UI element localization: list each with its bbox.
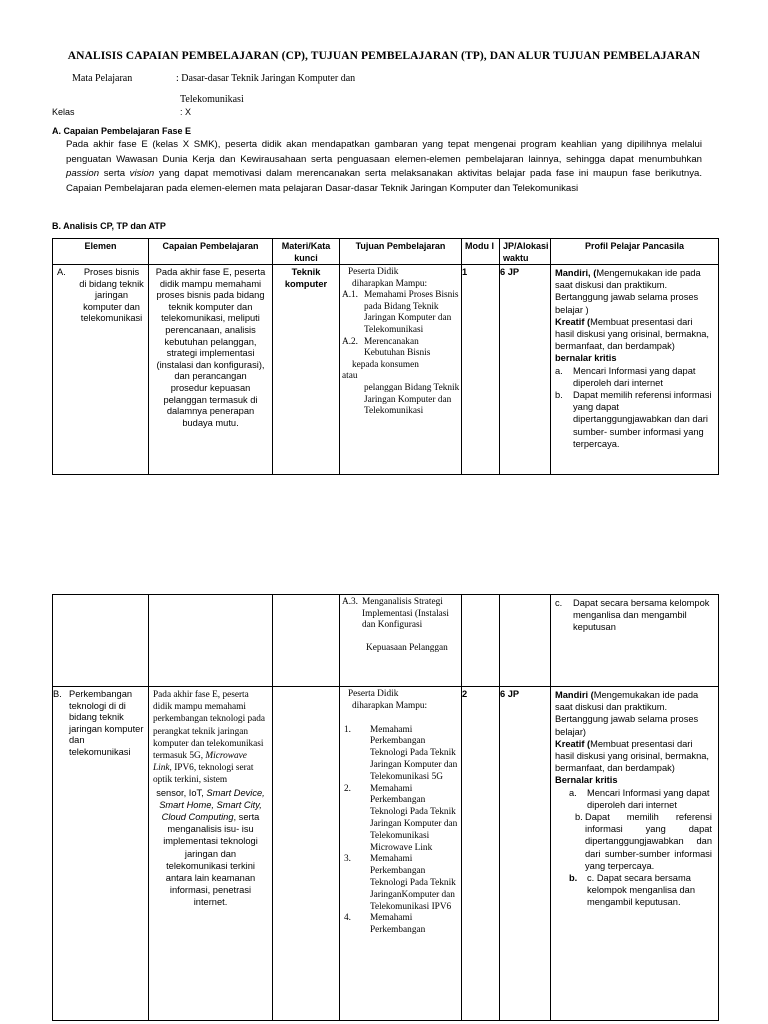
subject-value-line1: : Dasar-dasar Teknik Jaringan Komputer dan	[176, 73, 356, 84]
tp-num: A.2.	[342, 336, 359, 347]
tp-a3-text-b: Kepuasaan Pelanggan	[366, 642, 448, 653]
modul-cell: 2	[462, 687, 500, 1021]
tp-num: A.3.	[342, 597, 359, 607]
profil-b-text: Dapat memilih referensi informasi yang dapat dipertanggungjawabkan dan dari sumber- sumber informasi yang terpercaya.	[573, 390, 712, 449]
table-row	[53, 595, 719, 687]
tp-num: 2.	[344, 783, 351, 794]
tp-intro-2: diharapkan Mampu:	[352, 278, 428, 289]
profil-a-text: Mencari Informasi yang dapat diperoleh dari internet	[587, 787, 710, 810]
profil-cell	[551, 265, 719, 475]
tp-item-text: Memahami Perkembangan Teknologi Pada Teknik Jaringan Komputer dan Telekomunikasi 5G	[370, 724, 458, 782]
mandiri-text: Mengemukakan ide pada saat diskusi dan praktikum. Bertanggung jawab selama proses belajar )	[555, 268, 701, 315]
empty-cell	[500, 595, 551, 687]
profil-num: a.	[555, 365, 563, 376]
modul-cell: 1	[462, 265, 500, 475]
tp-a3-text: Menganalisis Strategi Implementasi (Instalasi dan Konfigurasi	[362, 597, 450, 631]
profil-a-text: Mencari Informasi yang dapat diperoleh dari internet	[573, 365, 696, 388]
empty-cell	[149, 595, 273, 687]
bernalar-label: Bernalar kritis	[555, 775, 618, 786]
subject-value-line2: Telekomunikasi	[180, 94, 244, 105]
cp-text-3: sensor, IoT,	[156, 787, 204, 798]
elemen-number: B.	[53, 689, 62, 699]
tp-a2-text-c: atau	[342, 371, 358, 382]
tp-num: A.1.	[342, 290, 359, 301]
jp-cell: 6 JP	[500, 687, 551, 1021]
tp-a2-text-b: kepada konsumen	[352, 359, 419, 370]
tp-intro-2: diharapkan Mampu:	[352, 700, 428, 711]
cp-text-1: Pada akhir fase E, peserta didik mampu memahami perkembangan teknologi pada perangkat teknik jaringan komputer dan telekomunikasi termasuk 5G,	[153, 690, 266, 762]
profil-b-text: Dapat memilih referensi informasi yang dapat dipertanggungjawabkan dan dari sumber-sumber informasi yang terpercaya.	[585, 812, 712, 871]
tp-intro: Peserta Didik	[348, 267, 399, 277]
materi-cell: Teknik komputer	[273, 265, 340, 475]
subject-label: Mata Pelajaran	[72, 73, 133, 84]
mandiri-label: Mandiri (	[555, 690, 594, 700]
profil-cell	[551, 687, 719, 1021]
materi-cell	[273, 687, 340, 1021]
tp-intro: Peserta Didik	[348, 689, 399, 699]
empty-cell	[273, 595, 340, 687]
kreatif-text: Membuat presentasi dari hasil diskusi yang orisinal, bermakna, bermanfaat, dan berdampak)	[555, 738, 709, 774]
header-jp: JP/Alokasi waktu	[500, 239, 551, 265]
section-b-heading: B. Analisis CP, TP dan ATP	[52, 221, 166, 231]
header-capaian: Capaian Pembelajaran	[149, 239, 273, 265]
cp-text-2: IPV6, teknologi serat optik terkini, sistem	[153, 763, 254, 786]
analysis-table-part2	[52, 594, 719, 1021]
cp-text-4: , serta menganalisis isu- isu implementasi teknologi jaringan dan telekomunikasi terkini antara lain keamanan informasi, penetrasi internet.	[163, 812, 260, 908]
tp-a2-text: Merencanakan Kebutuhan Bisnis	[364, 336, 431, 359]
mandiri-text: Mengemukakan ide pada saat diskusi dan praktikum. Bertanggung jawab selama proses belajar)	[555, 690, 699, 737]
jp-cell: 6 JP	[500, 265, 551, 475]
cp-cell	[149, 687, 273, 1021]
cp-text-smart: Smart Device, Smart Home, Smart City, Cloud Computing	[159, 787, 265, 823]
analysis-table-part1	[52, 238, 719, 475]
tp-num: 4.	[344, 913, 351, 924]
bernalar-label: bernalar kritis	[555, 353, 617, 364]
tp-a1-text: Memahami Proses Bisnis pada Bidang Teknik Jaringan Komputer dan Telekomunikasi	[364, 290, 459, 335]
header-elemen: Elemen	[53, 239, 149, 265]
kreatif-label: Kreatif (	[555, 316, 591, 327]
cp-cell: Pada akhir fase E, peserta didik mampu memahami proses bisnis pada bidang teknik komputer dan telekomunikasi, meliputi perencanaan, analisis kebutuhan pelanggan, strategi implementasi (instalasi dan konfigurasi), dan perancangan prosedur kepuasan pelanggan termasuk di dalamnya penerapan budaya mutu.	[149, 265, 273, 475]
kreatif-text: Membuat presentasi dari hasil diskusi yang orisinal, bermakna, bermanfaat, dan berdampak)	[555, 316, 709, 352]
profil-num: c.	[555, 598, 563, 608]
tp-cell	[340, 265, 462, 475]
tp-cell	[340, 687, 462, 1021]
empty-cell	[53, 595, 149, 687]
profil-num: b.	[575, 812, 583, 823]
empty-cell	[462, 595, 500, 687]
table-row	[53, 265, 719, 475]
cp-text-mw: Microwave Link,	[153, 751, 247, 774]
table-row	[53, 687, 719, 1021]
elemen-number: A.	[57, 267, 66, 277]
profil-cell	[551, 595, 719, 687]
tp-a2-text-d: pelanggan Bidang Teknik Jaringan Komputer dan Telekomunikasi	[364, 382, 460, 417]
tp-item-text: Memahami Perkembangan	[370, 913, 426, 936]
elemen-cell	[53, 687, 149, 1021]
profil-num: b.	[555, 390, 563, 401]
tp-item-text: Memahami Perkembangan Teknologi Pada Teknik Jaringan Komputer dan Telekomunikasi Microwave Link	[370, 783, 458, 853]
tp-num: 1.	[344, 724, 351, 735]
header-profil: Profil Pelajar Pancasila	[551, 239, 719, 265]
header-modul: Modu l	[462, 239, 500, 265]
elemen-text: Perkembangan teknologi di di bidang teknik jaringan komputer dan telekomunikasi	[69, 689, 144, 757]
profil-num: a.	[569, 787, 577, 798]
profil-c-text: Dapat secara bersama kelompok menganlisa dan mengambil keputusan	[573, 598, 710, 633]
class-value: : X	[180, 107, 192, 117]
tp-item-text: Memahami Perkembangan Teknologi Pada Teknik JaringanKomputer dan Telekomunikasi IPV6	[370, 854, 456, 912]
class-label: Kelas	[52, 107, 75, 117]
profil-c-text: c. Dapat secara bersama kelompok menganlisa dan mengambil keputusan.	[587, 873, 696, 908]
profil-num: b.	[569, 873, 578, 884]
document-title: ANALISIS CAPAIAN PEMBELAJARAN (CP), TUJUAN PEMBELAJARAN (TP), DAN ALUR TUJUAN PEMBELAJARAN	[67, 50, 701, 62]
table-header-row	[53, 239, 719, 265]
header-materi: Materi/Kata kunci	[273, 239, 340, 265]
mandiri-label: Mandiri, (	[555, 268, 597, 278]
section-a-paragraph: Pada akhir fase E (kelas X SMK), peserta didik akan mendapatkan gambaran yang tepat mengenai program keahlian yang dipilihnya melalui penguatan Wawasan Dunia Kerja dan Kewirausahaan serta penguasaan elemen-elemen pembelajaran lainnya, sehingga dapat menumbuhkan passion serta vision yang dapat memotivasi dalam merencanakan serta melaksanakan aktivitas belajar pada fase ini maupun fase berikutnya. Capaian Pembelajaran pada elemen-elemen mata pelajaran Dasar-dasar Teknik Jaringan Komputer dan Telekomunikasi	[66, 139, 702, 194]
tp-num: 3.	[344, 854, 351, 865]
tp-cell	[340, 595, 462, 687]
kreatif-label: Kreatif (	[555, 738, 591, 749]
elemen-text: Proses bisnis di bidang teknik jaringan komputer dan telekomunikasi	[79, 267, 144, 324]
section-a-heading: A. Capaian Pembelajaran Fase E	[52, 126, 192, 136]
elemen-cell	[53, 265, 149, 475]
header-tujuan: Tujuan Pembelajaran	[340, 239, 462, 265]
